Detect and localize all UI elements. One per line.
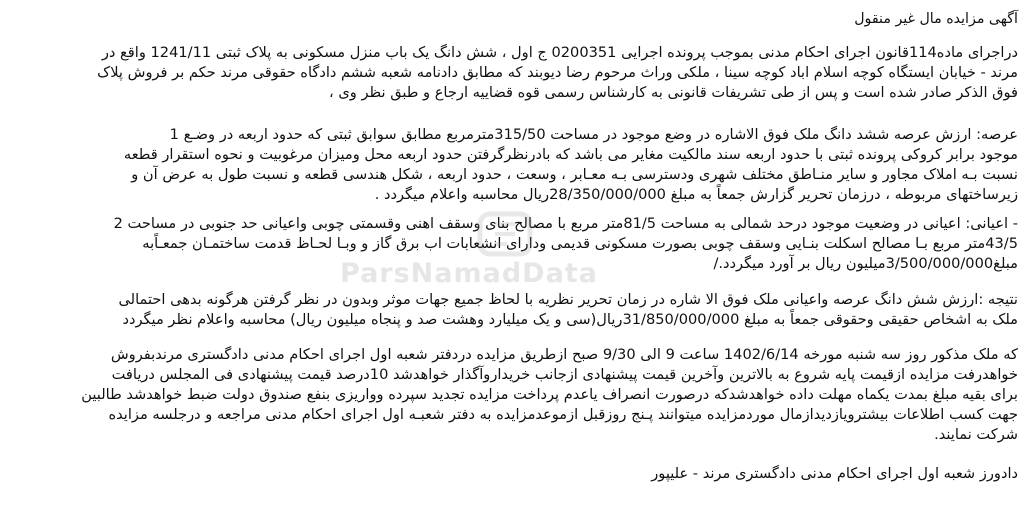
paragraph-intro-line-1: دراجرای ماده114قانون اجرای احکام مدنی بموجب پرونده اجرایی 0200351 ج اول ، شش دانگ یک باب منزل مسکونی به پلاک ثبتی 1241/11 واقع در — [101, 44, 1018, 61]
paragraph-land-line-3: نسبت بـه املاک مجاور و سایر منـاطق مختلف شهری ودسترسی بـه معـابر ، وسعت ، حدود اربعه ، شکل هندسی قطعه و نسبت طول به عرض آن و — [131, 166, 1018, 183]
paragraph-auction-line-1: که ملک مذکور روز سه شنبه مورخه 1402/6/14 ساعت 9 الی 9/30 صبح ازطریق مزایده دردفتر شعبه اول اجرای احکام مدنی دادگستری مرندبفروش — [110, 346, 1018, 363]
paragraph-auction-line-3: برای بقیه مبلغ بمدت یکماه مهلت داده خواهدشدکه درصورت انصراف یاعدم پرداخت مزایده تجدید سپرده وواریزی بنفع صندوق دولت ضبط خواهدشد طالبین — [81, 386, 1018, 403]
paragraph-building-line-3: مبلغ3/500/000/000میلیون ریال بر آورد میگردد./ — [713, 255, 1018, 272]
paragraph-land-line-4: زیرساختهای مربوطه ، درزمان تحریر گزارش جمعاً به مبلغ 28/350/000/000ریال محاسبه واعلام میگردد . — [374, 186, 1018, 203]
paragraph-intro-line-2: مرند - خیابان ایستگاه کوچه اسلام اباد کوچه سینا ، ملکی وراث مرحوم رضا دیوبند که مطابق دادنامه شعبه ششم دادگاه حقوقی مرند حکم بر فروش پلاک — [97, 64, 1018, 81]
paragraph-land-line-2: موجود برابر کروکی پرونده ثبتی با حدود اربعه سند مالکیت مغایر می باشد که بادرنظرگرفتن حدود اربعه محل ومیزان مرغوبیت و نحوه استقرار قطعه — [123, 146, 1018, 163]
paragraph-auction-line-5: شرکت نمایند. — [934, 426, 1018, 443]
paragraph-building-line-1: - اعیانی: اعیانی در وضعیت موجود درحد شمالی به مساحت 81/5متر مربع با مصالح بنای وسقف اهنی وقسمتی چوبی واعیانی حد جنوبی در مساحت 2 — [113, 215, 1018, 232]
paragraph-intro-line-3: فوق الذکر صادر شده است و پس از طی تشریفات قانونی به کارشناس رسمی قوه قضاییه ارجاع و طبق نظر وی ، — [329, 84, 1018, 101]
paragraph-result-line-2: ملک به اشخاص حقیقی وحقوقی جمعاً به مبلغ 31/850/000/000ریال(سی و یک میلیارد وهشت صد و پنجاه میلیون ریال) محاسبه واعلام نظر میگردد — [122, 311, 1018, 328]
paragraph-result-line-1: نتیجه :ارزش شش دانگ عرصه واعیانی ملک فوق الا شاره در زمان تحریر نظریه با لحاظ جمیع جهات موثر وبدون در نظر گرفتن هرگونه بدهی احتمالی — [118, 291, 1018, 308]
paragraph-auction-line-4: جهت کسب اطلاعات بیشترویازدیدازمال موردمزایده میتوانند پـنج روزقبل ازموعدمزایده به دفتر شعبـه اول اجرای احکام مدنی مراجعه و درجلسه مزایده — [108, 406, 1018, 423]
paragraph-auction-line-2: خواهدرفت مزایده ازقیمت پایه شروع به بالاترین وآخرین قیمت پیشنهادی ازجانب خریداروآگذار خواهدشد 10درصد قیمت پیشنهادی فی المجلس دریافت — [111, 366, 1018, 383]
signature-line: دادورز شعبه اول اجرای احکام مدنی دادگستری مرند - علیپور — [651, 465, 1018, 482]
paragraph-land-line-1: عرصه: ارزش عرصه ششد دانگ ملک فوق الاشاره در وضع موجود در مساحت 315/50مترمربع مطابق سوابق ثبتی که حدود اربعه در وضـع 1 — [169, 126, 1018, 143]
watermark-text: ParsNamadData — [340, 258, 598, 289]
paragraph-building-line-2: 43/5متر مربع بـا مصالح اسکلت بنـایی وسقف چوبی بصورت مسکونی قدیمی ودارای انشعابات اب برق گاز و وبـا لحـاظ قدمت ساختمـان جمعـاًبه — [142, 235, 1018, 252]
notice-title: آگهی مزایده مال غیر منقول — [854, 11, 1018, 27]
